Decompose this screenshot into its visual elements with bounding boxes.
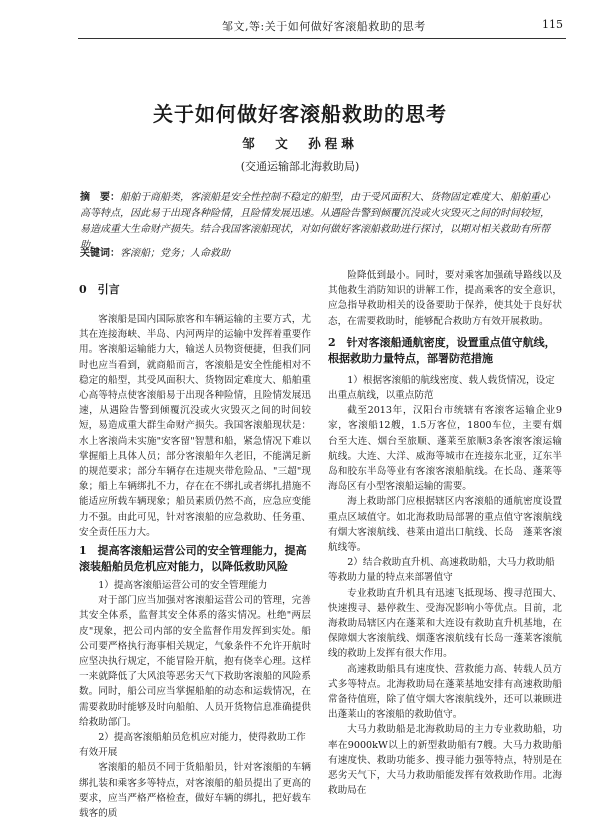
article-title: 关于如何做好客滚船救助的思考 [153, 102, 447, 126]
subsection-heading: 1）提高客滚船运营公司的安全管理能力 [98, 580, 268, 592]
running-header [0, 0, 600, 50]
keywords [80, 244, 558, 259]
body-paragraph: 大马力救助船是北海救助局的主力专业救助船，功率在9000kW以上的新型救助船有7艘。大马力救助船有速度快、救助功能多、搜寻能力强等特点，特别是在恶劣天气下，大马力救助船能发挥有效救助作用。北海救助局在 [328, 724, 562, 797]
subsection-heading: 1）根据客滚船的航线密度、载人载货情况，设定出重点航线，以重点防范 [328, 374, 555, 402]
section-heading-routes: 2 针对客滚船通航密度，设置重点值守航线，根据救助力量特点，部署防范措施 [328, 335, 556, 365]
body-paragraph: 客滚船是国内国际旅客和车辆运输的主要方式，尤其在连接海峡、半岛、内河两岸的运输中发挥着重要作用。客滚船运输能力大，输送人员物资便捷，但我们同时也应当看到，就商船而言，客滚船是安全性能相对不稳定的船型，其受风面积大、货物固定难度大、船舶重心高等特点使客滚船易于出现各种险情，且险情发展迅速，从遇险告警到倾覆沉没或火灾毁灭之间的时间较短，易造成重大群生命财产损失。我国客滚船现状是：水上客滚尚未实施"安客留"智慧和船，紧急情况下难以掌握船上具体人员；部分客滚船年久老旧，不能满足新的规范要求；部分车辆存在违规夹带危险品、"三超"现象；船上车辆绑扎不力，存在在不绑扎或者绑扎措施不能适应所载车辆现象；船员素质仍然不高，应急应变能力不强。由此可见，针对客滚船的应急救助、任务重、安全责任压力大。 [79, 314, 311, 538]
body-paragraph: 客滚船的船员不同于货船船员，针对客滚船的车辆绑扎装和乘客多等特点，对客滚船的船员提出了更高的要求，应当严格严格检查，做好车辆的绑扎，把好载车载客的质 [79, 762, 311, 820]
subsection-heading: 2）结合救助直升机、高速救助船，大马力救助船等救助力量的特点来部署值守 [328, 557, 555, 584]
left-column [79, 268, 311, 821]
abstract-text: 船舶于商船类，客滚船是安全性控制不稳定的船型，由于受风面积大、货物固定难度大、船舶重心高等特点，因此易于出现各种险情，且险情发展迅速。从遇险告警到倾覆沉没或火灾毁灭之间的时间较短，易造成重大生命财产损失。结合我国客滚船现状，对如何做好客滚船救助进行探讨，以期对相关救助有所帮助。 [80, 192, 550, 251]
body-paragraph: 险降低到最小。同时，要对乘客加强疏导路线以及其他救生消防知识的讲解工作，提高乘客的安全意识，应急指导救助相关的设备要助于保养，使其处于良好状态，在需要救助时，能够配合救助方有效开展救助。 [328, 270, 562, 327]
section-heading-management: 1 提高客滚船运营公司的安全管理能力，提高滚装船舶员危机应对能力，以降低救助风险 [79, 544, 307, 574]
running-title: 邹文,等:关于如何做好客滚船救助的思考 [222, 20, 426, 33]
article-authors: 邹 文 孙程琳 [242, 136, 358, 151]
body-paragraph: 专业救助直升机具有迅速飞抵现场、搜寻范围大、快速搜寻、悬停救生、受海况影响小等优点。目前，北海救助局辖区内在蓬莱和大连设有救助直升机基地，在保障烟大客滚航线、烟蓬客滚航线有长岛一蓬莱客滚航线的救助上发挥有很大作用。 [328, 587, 562, 660]
header-rule [78, 38, 566, 39]
keywords-label: 关键词： [80, 248, 120, 259]
abstract-label: 摘 要： [80, 192, 120, 203]
keywords-text: 客滚船；党务；人命救助 [120, 248, 230, 259]
body-paragraph: 高速救助船具有速度快、营救能力高、转载人员方式多等特点。北海救助局在蓬莱基地安排有高速救助船常备待值班，除了值守烟大客滚航线外，还可以兼顾进出蓬莱山的客滚船的救助值守。 [328, 663, 562, 721]
section-heading-introduction: 0 引言 [79, 283, 120, 296]
right-column [328, 268, 562, 799]
article-affiliation: (交通运输部北海救助局) [240, 160, 360, 173]
subsection-heading: 2）提高客滚船舶员危机应对能力，使得救助工作有效开展 [79, 732, 306, 759]
body-paragraph: 截至2013年，汉阳台市统辖有客滚客运输企业9家，客滚船12艘，1.5万客位，1800车位，主要有烟台至大连、烟台至旅顺、蓬莱至旅顺3条客滚客滚运输航线。大连、大洋、威海等城市在连接东北亚，辽东半岛和胶东半岛等业有客滚客滚船航线。在长岛、蓬莱等海岛区有小型客滚船运输的需要。 [328, 405, 562, 493]
body-paragraph: 对于部门应当加强对客滚船运营公司的管理，完善其安全体系，监督其安全体系的落实情况。杜绝"两层皮"现象，把公司内部的安全监督作用发挥到实处。船公司要严格执行海事相关规定，气象条件不允许开航时应坚决执行规定，不能冒险开航，抱有侥幸心理。这样一来就降低了大风浪等恶劣天气下救助客滚船的风险系数。同时，船公司应当掌握船舶的动态和运载情况，在需要救助时能够及时向船舶、人员开货物信息准确提供给救助部门。 [79, 595, 311, 728]
page-number: 115 [542, 18, 563, 31]
body-paragraph: 海上救助部门应根据辖区内客滚船的通航密度设置重点区域值守。如北海救助局部署的重点值守客滚航线有烟大客滚航线、巷莱由道出口航线、长岛 蓬莱客滚航线等。 [328, 496, 562, 554]
